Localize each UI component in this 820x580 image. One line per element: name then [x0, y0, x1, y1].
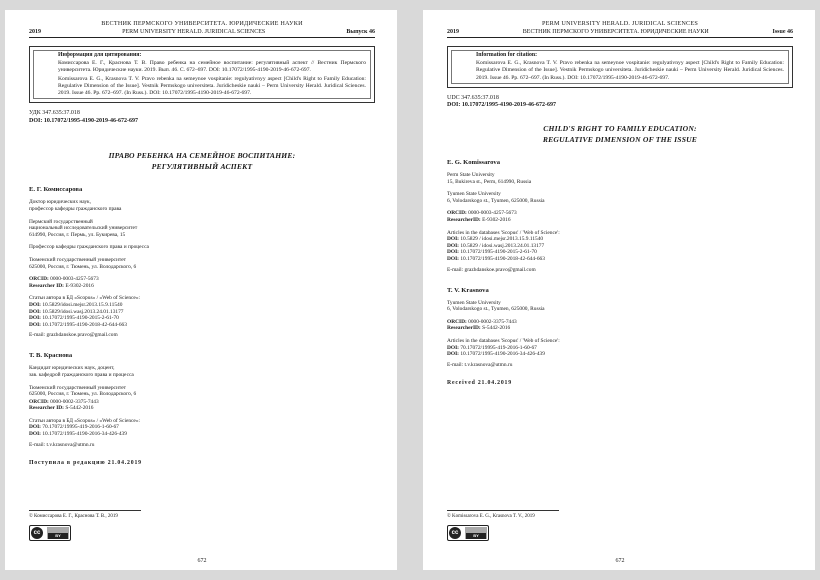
article-doi: DOI: 10.5829/idosi.wasj.2013.24.01.13177: [29, 308, 124, 315]
author-1-org-1-line-1: Пермский государственный: [29, 218, 93, 225]
orcid-value[interactable]: 0000-0003-4257-5673: [50, 276, 99, 283]
author-1-org-2-line-2: 625000, Россия, г. Тюмень, ул. Володарского, 6: [29, 263, 137, 270]
citation-text-en: Komissarova E. G., Krasnova T. V. Pravo rebenka na semeynoe vospitanie: regulyativnyy aspect [Child's Right to Family Education: Regulative Dimension of the Issue]. Vestnik Permskogo universiteta. Juridicheskie nauki – Perm University Herald. Juridical Sciences. 2019. Issue 46. Pp. 672–697. (In Russ.). DOI: 10.17072/1995-4190-2019-46-672-697.: [58, 75, 366, 97]
article-doi: DOI: 10.5829 / idosi.mejsr.2013.15.9.11540: [447, 236, 544, 243]
author-1-ids: [29, 276, 375, 289]
citation-text: Komissarova E. G., Krasnova T. V. Pravo rebenka na semeynoe vospitanie: regulyativnyy aspect [Child's Right to Family Education: Regulative Dimension of the Issue]. Vestnik Permskogo universiteta. Juridicheskie nauki – Perm University Herald. Juridical Sciences. 2019. Issue 46. Pp. 672–697. (In Russ.). DOI: 10.17072/1995-4190-2019-46-672-697.: [476, 60, 784, 81]
article-title: [447, 124, 793, 145]
page-right-content: [447, 20, 793, 564]
rid-value: S-5442-2016: [482, 325, 511, 332]
article-doi-link[interactable]: 10.17072/1995-4190-2016-34-426-439: [460, 351, 545, 358]
article-doi: DOI: 10.17072/1995-4190-2016-34-426-439: [447, 351, 545, 358]
title-line-1: ПРАВО РЕБЕНКА НА СЕМЕЙНОЕ ВОСПИТАНИЕ:: [108, 151, 296, 161]
running-header: PERM UNIVERSITY HERALD. JURIDICAL SCIENCES: [542, 20, 698, 27]
header-year: 2019: [447, 29, 459, 35]
cc-icon: cc: [449, 527, 461, 539]
copyright: © Komissarova E. G., Krasnova T. V., 2019: [447, 514, 535, 519]
author-1-org-2-line-2: 6, Volodarskogo st., Tyumen, 625000, Russia: [447, 197, 545, 204]
author-1-position-2: [29, 244, 375, 251]
udc: UDC 347.635:37.018: [447, 94, 499, 101]
citation-text-ru: Комиссарова Е. Г., Краснова Т. В. Право ребенка на семейное воспитание: регулятивный аспект // Вестник Пермского университета. Юридические науки. 2019. Вып. 46. C. 672–697. DOI: 10.17072/1995-4190-2019-46-672-697.: [58, 60, 366, 74]
author-1-degree-2: профессор кафедры гражданского права: [29, 206, 122, 212]
header-issue: Issue 46: [772, 29, 793, 35]
author-1-details: [29, 199, 375, 212]
header-issue: Выпуск 46: [346, 29, 375, 35]
citation-box: [447, 46, 793, 88]
author-1-org-2-line-1: Tyumen State University: [447, 191, 501, 198]
page-left-content: [29, 20, 375, 564]
author-2-articles: [29, 418, 375, 438]
title-line-1: CHILD'S RIGHT TO FAMILY EDUCATION:: [543, 124, 697, 133]
author-2-details: [29, 365, 375, 378]
article-doi-link[interactable]: 10.17072/1995-4190-2018-42-644-663: [42, 321, 127, 328]
articles-heading: Статьи автора в БД «Scopus» / «Web of Science»:: [29, 295, 141, 302]
author-2-name: T. V. Krasnova: [447, 286, 489, 294]
article-title: [29, 151, 375, 172]
author-2-org-line-2: 625000, Россия, г. Тюмень, ул. Володарского, 6: [29, 391, 137, 398]
author-2-degree-1: Кандидат юридических наук, доцент,: [29, 365, 115, 372]
author-2-org: [447, 300, 793, 313]
rid-value: S-5442-2016: [65, 405, 94, 412]
author-1-email[interactable]: E-mail: grazhdanskoe.pravo@gmail.com: [447, 266, 536, 273]
identifiers: [29, 110, 375, 125]
article-doi-link[interactable]: 10.5829 / idosi.mejsr.2013.15.9.11540: [460, 236, 544, 243]
author-2-org: [29, 385, 375, 398]
author-1-org-1-line-2: 15, Bukireva st., Perm, 614990, Russia: [447, 178, 532, 185]
header-journal-en: PERM UNIVERSITY HERALD. JURIDICAL SCIENCES: [122, 29, 266, 35]
author-1-ids: [447, 210, 793, 223]
author-1-email[interactable]: E-mail: grazhdanskoe.pravo@gmail.com: [29, 332, 118, 339]
citation-box: [29, 46, 375, 103]
author-2-ids: [29, 399, 375, 412]
author-1-name: E. G. Komissarova: [447, 159, 500, 166]
article-doi-link[interactable]: 10.5829 / idosi.wasj.2013.24.01.13177: [460, 242, 545, 249]
header-row: [447, 28, 793, 38]
rid-value: E-9302-2016: [482, 216, 511, 223]
article-doi-link[interactable]: 70.17072/19995-419-2016-1-60-67: [460, 344, 537, 351]
article-doi-link[interactable]: 10.5829/idosi.mejsr.2013.15.9.11540: [42, 301, 123, 308]
doi-line: [447, 102, 793, 110]
title-line-2: REGULATIVE DIMENSION OF THE ISSUE: [542, 134, 698, 144]
header-year: 2019: [29, 29, 41, 35]
orcid-value[interactable]: 0000-0002-3375-7443: [50, 398, 99, 405]
author-2-degree-2: зав. кафедрой гражданского права и процесса: [29, 371, 134, 378]
citation-heading: Информация для цитирования:: [58, 52, 142, 58]
doi-label: DOI:: [447, 102, 461, 109]
article-doi: DOI: 70.17072/19995-419-2016-1-60-67: [29, 424, 119, 431]
articles-heading: Articles in the databases 'Scopus' / 'Web of Science':: [447, 229, 560, 236]
author-1-org-1: [447, 172, 793, 185]
articles-heading: Articles in the databases 'Scopus' / 'Web of Science':: [447, 337, 560, 344]
author-2-articles: [447, 338, 793, 358]
running-header: ВЕСТНИК ПЕРМСКОГО УНИВЕРСИТЕТА. ЮРИДИЧЕСКИЕ НАУКИ: [101, 20, 303, 27]
cc-icon: cc: [31, 527, 43, 539]
article-doi-link[interactable]: 10.5829/idosi.wasj.2013.24.01.13177: [42, 308, 124, 315]
author-1-org-1: [29, 219, 375, 239]
article-doi-link[interactable]: 10.17072/1995-4190-2015-2-61-70: [460, 249, 537, 256]
article-doi: DOI: 10.5829/idosi.mejsr.2013.15.9.11540: [29, 301, 123, 308]
rid-label: Researcher ID:: [29, 282, 64, 289]
author-1-org-1-line-3: 614990, Россия, г. Пермь, ул. Букирева, 15: [29, 231, 126, 238]
author-1-org-2: [447, 191, 793, 204]
author-2-email[interactable]: E-mail: t.v.krasnova@utmn.ru: [29, 441, 95, 448]
doi-line: [29, 118, 375, 126]
by-label: BY: [466, 533, 486, 539]
article-doi: DOI: 10.5829 / idosi.wasj.2013.24.01.13177: [447, 242, 545, 249]
page-number: 672: [197, 558, 207, 564]
article-doi: DOI: 10.17072/1995-4190-2015-2-61-70: [447, 249, 537, 256]
orcid-label: ORCID:: [29, 276, 49, 283]
header-row: [29, 28, 375, 38]
rid-value: E-9302-2016: [65, 282, 94, 289]
article-doi: DOI: 10.17072/1995-4190-2018-42-644-663: [447, 255, 545, 262]
author-1-org-1-line-1: Perm State University: [447, 172, 495, 178]
article-doi: DOI: 10.17072/1995-4190-2018-42-644-663: [29, 321, 127, 328]
author-1-articles: [447, 230, 793, 263]
author-2-ids: [447, 319, 793, 332]
page-right: [423, 10, 815, 570]
author-1-orcid: [29, 276, 375, 283]
title-line-2: РЕГУЛЯТИВНЫЙ АСПЕКТ: [151, 161, 253, 171]
article-doi-link[interactable]: 10.17072/1995-4190-2018-42-644-663: [460, 255, 545, 262]
cc-by-license-icon[interactable]: [447, 525, 489, 541]
page-left: [5, 10, 397, 570]
footnote-rule: [29, 510, 141, 511]
author-1-position-2-text: Профессор кафедры гражданского права и процесса: [29, 244, 149, 251]
orcid-value[interactable]: 0000-0002-3375-7443: [468, 318, 517, 325]
article-doi: DOI: 10.17072/1995-4190-2016-34-426-439: [29, 431, 127, 438]
doi-label: DOI:: [29, 117, 43, 124]
article-doi: DOI: 10.17072/1995-4190-2015-2-61-70: [29, 315, 119, 322]
citation-heading: Information for citation:: [476, 52, 538, 58]
author-1-org-2: [29, 257, 375, 270]
identifiers: [447, 95, 793, 110]
orcid-label: ORCID:: [447, 210, 467, 217]
header-journal-ru: ВЕСТНИК ПЕРМСКОГО УНИВЕРСИТЕТА. ЮРИДИЧЕСКИЕ НАУКИ: [522, 29, 709, 35]
article-doi-link[interactable]: 70.17072/19995-419-2016-1-60-67: [42, 424, 119, 431]
article-doi-link[interactable]: 10.17072/1995-4190-2016-34-426-439: [42, 431, 127, 438]
copyright: © Комиссарова Е. Г., Краснова Т. В., 2019: [29, 514, 118, 519]
author-2-org-line-1: Тюменский государственный университет: [29, 384, 126, 391]
author-2-org-line-1: Tyumen State University: [447, 299, 501, 306]
by-label: BY: [48, 533, 68, 539]
author-2-name: Т. В. Краснова: [29, 352, 73, 360]
author-1-articles: [29, 295, 375, 328]
orcid-label: ORCID:: [447, 318, 467, 325]
author-1-rid: [29, 283, 375, 290]
page-number: 672: [615, 558, 625, 564]
author-1-org-2-line-1: Тюменский государственный университет: [29, 256, 126, 263]
doi-link[interactable]: 10.17072/1995-4190-2019-46-672-697: [461, 102, 557, 109]
article-doi: DOI: 70.17072/19995-419-2016-1-60-67: [447, 344, 537, 351]
footnote-rule: [447, 510, 559, 511]
author-2-email[interactable]: E-mail: t.v.krasnova@utmn.ru: [447, 361, 513, 368]
article-doi-link[interactable]: 10.17072/1995-4190-2015-2-61-70: [42, 315, 119, 322]
rid-label: Researcher ID:: [29, 405, 64, 412]
rid-label: ResearcherID:: [447, 216, 481, 223]
rid-label: ResearcherID:: [447, 325, 481, 332]
doi-link[interactable]: 10.17072/1995-4190-2019-46-672-697: [43, 117, 139, 124]
articles-heading: Статьи автора в БД «Scopus» / «Web of Science»:: [29, 417, 141, 424]
received-date: Поступила в редакцию 21.04.2019: [29, 459, 142, 466]
udc: УДК 347.635:37.018: [29, 110, 80, 117]
orcid-value[interactable]: 0000-0003-4257-5673: [468, 210, 517, 217]
orcid-label: ORCID:: [29, 398, 49, 405]
author-1-degree-1: Доктор юридических наук,: [29, 199, 92, 206]
author-1-org-1-line-2: национальный исследовательский университет: [29, 225, 138, 232]
author-2-org-line-2: 6, Volodarskogo st., Tyumen, 625000, Russia: [447, 306, 545, 313]
cc-by-license-icon[interactable]: [29, 525, 71, 541]
received-date: Received 21.04.2019: [447, 379, 512, 386]
author-1-name: Е. Г. Комиссарова: [29, 186, 83, 194]
